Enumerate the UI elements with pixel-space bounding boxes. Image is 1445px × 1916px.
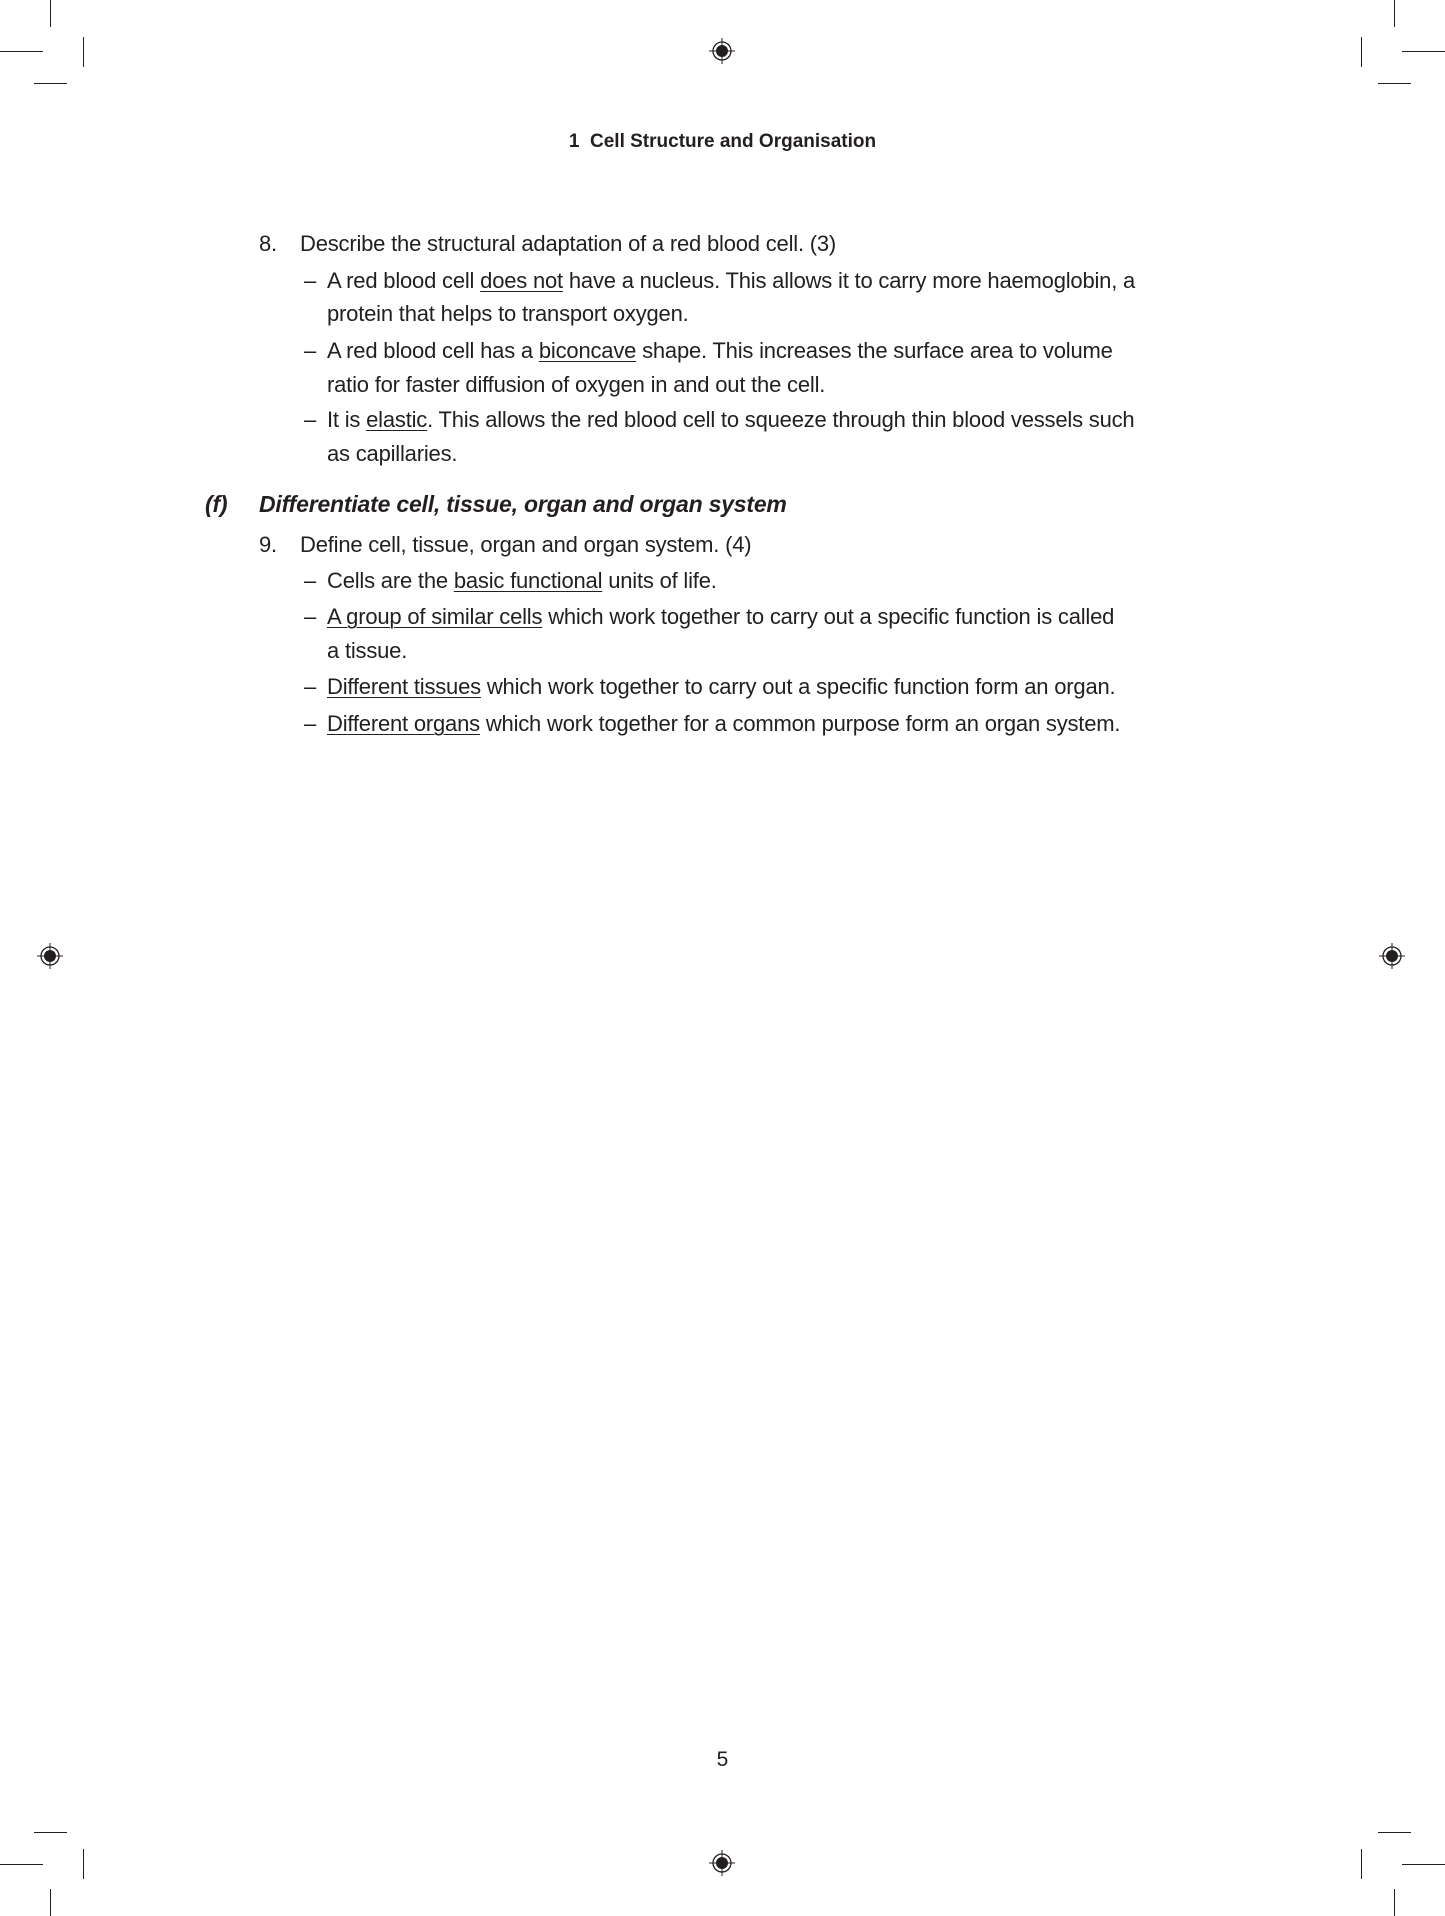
registration-mark-icon: [709, 38, 735, 64]
answer-line: [327, 711, 1120, 737]
answer-text: shape. This increases the surface area to volume: [636, 338, 1113, 363]
answer-text: which work together to carry out a specific function is called: [542, 604, 1115, 629]
page-number: 5: [716, 1748, 729, 1771]
underlined-keyword: biconcave: [538, 338, 637, 363]
crop-mark: [1402, 1864, 1445, 1865]
crop-mark: [1361, 1849, 1362, 1879]
answer-line: [327, 372, 825, 398]
answer-text: A red blood cell has a: [327, 338, 539, 363]
crop-mark: [1378, 1832, 1411, 1833]
underlined-keyword: does not: [480, 268, 563, 293]
crop-mark: [34, 1832, 67, 1833]
crop-mark: [83, 1849, 84, 1879]
underlined-keyword: Different organs: [327, 711, 480, 736]
section-heading: Differentiate cell, tissue, organ and organ system: [259, 491, 787, 517]
answer-line: [327, 568, 717, 594]
answer-text: a tissue.: [327, 638, 408, 663]
crop-mark: [1394, 0, 1395, 27]
crop-mark: [1378, 83, 1411, 84]
answer-text: which work together for a common purpose form an organ system.: [479, 711, 1121, 736]
answer-line: [327, 674, 1115, 700]
registration-mark-icon: [1379, 943, 1405, 969]
answer-text: as capillaries.: [327, 441, 458, 466]
bullet-dash: –: [304, 268, 317, 293]
question-text: Define cell, tissue, organ and organ system. (4): [300, 532, 752, 557]
crop-mark: [1361, 37, 1362, 67]
answer-line: [327, 441, 457, 467]
underlined-keyword: basic functional: [453, 568, 603, 593]
answer-line: [327, 407, 1134, 433]
crop-mark: [1394, 1889, 1395, 1916]
answer-text: protein that helps to transport oxygen.: [327, 301, 689, 326]
answer-text: . This allows the red blood cell to squeeze through thin blood vessels such: [427, 407, 1135, 432]
underlined-keyword: elastic: [366, 407, 428, 432]
bullet-dash: –: [304, 338, 317, 363]
crop-mark: [50, 0, 51, 27]
answer-text: units of life.: [602, 568, 717, 593]
answer-text: A red blood cell: [327, 268, 481, 293]
answer-line: [327, 268, 1135, 294]
answer-text: Cells are the: [327, 568, 454, 593]
crop-mark: [83, 37, 84, 67]
underlined-keyword: Different tissues: [327, 674, 481, 699]
answer-text: It is: [327, 407, 367, 432]
crop-mark: [50, 1889, 51, 1916]
answer-line: [327, 301, 689, 327]
bullet-dash: –: [304, 568, 317, 593]
bullet-dash: –: [304, 407, 317, 432]
section-heading-label: (f): [205, 491, 228, 517]
bullet-dash: –: [304, 604, 317, 629]
underlined-keyword: A group of similar cells: [327, 604, 543, 629]
answer-line: [327, 604, 1114, 630]
crop-mark: [34, 83, 67, 84]
crop-mark: [0, 1864, 43, 1865]
answer-text: which work together to carry out a specific function form an organ.: [480, 674, 1116, 699]
running-header: 1 Cell Structure and Organisation: [568, 131, 877, 152]
crop-mark: [1402, 51, 1445, 52]
answer-line: [327, 638, 407, 664]
bullet-dash: –: [304, 711, 317, 736]
crop-mark: [0, 51, 43, 52]
bullet-dash: –: [304, 674, 317, 699]
answer-line: [327, 338, 1113, 364]
question-number: 9.: [259, 532, 277, 557]
answer-text: have a nucleus. This allows it to carry more haemoglobin, a: [562, 268, 1136, 293]
registration-mark-icon: [709, 1850, 735, 1876]
question-number: 8.: [259, 231, 277, 256]
registration-mark-icon: [37, 943, 63, 969]
answer-text: ratio for faster diffusion of oxygen in and out the cell.: [327, 372, 826, 397]
question-text: Describe the structural adaptation of a red blood cell. (3): [300, 231, 837, 256]
